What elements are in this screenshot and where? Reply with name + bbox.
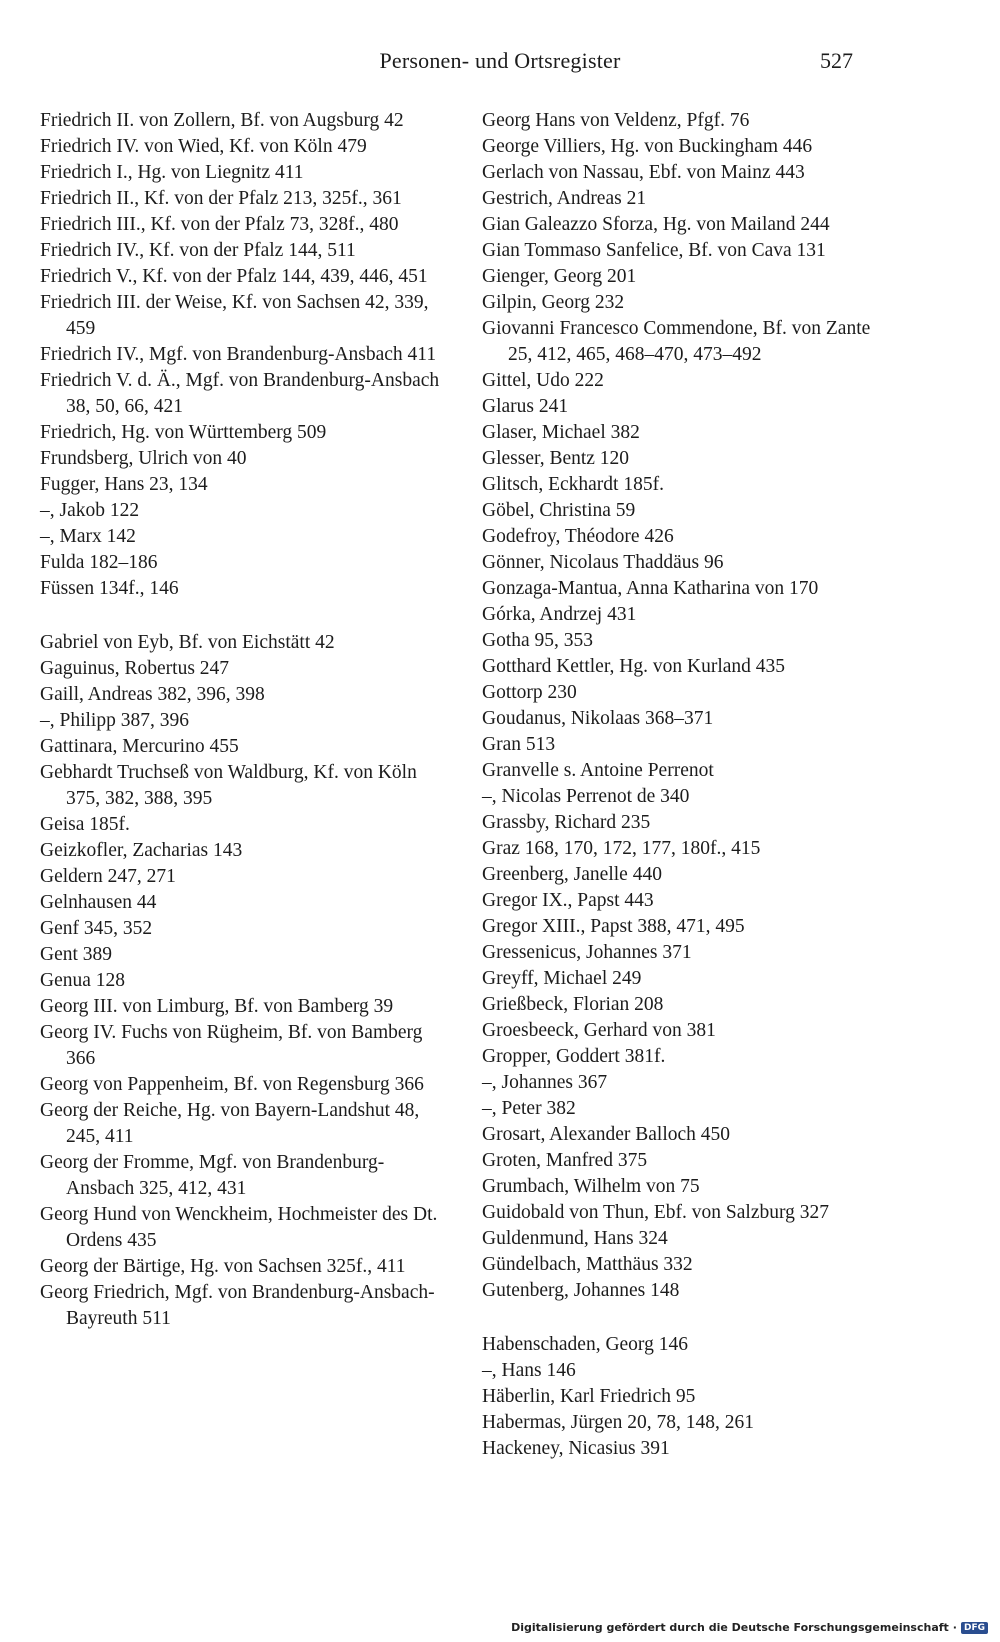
index-entry: Greyff, Michael 249 <box>482 968 642 989</box>
index-entry: Frundsberg, Ulrich von 40 <box>40 448 247 469</box>
index-entry: Georg Hans von Veldenz, Pfgf. 76 <box>482 110 750 131</box>
index-entry: Habenschaden, Georg 146 <box>482 1334 688 1355</box>
index-entry: Füssen 134f., 146 <box>40 578 179 599</box>
index-entry: Friedrich, Hg. von Württemberg 509 <box>40 422 327 443</box>
index-entry: Häberlin, Karl Friedrich 95 <box>482 1386 696 1407</box>
index-entry: Glesser, Bentz 120 <box>482 448 630 469</box>
index-entry: Gregor IX., Papst 443 <box>482 890 654 911</box>
index-entry: Friedrich IV. von Wied, Kf. von Köln 479 <box>40 136 367 157</box>
page-number: 527 <box>820 48 853 73</box>
index-entry: Georg der Reiche, Hg. von Bayern-Landshut 48, 245, 411 <box>40 1100 420 1147</box>
index-entry: Geisa 185f. <box>40 814 130 835</box>
index-entry: Friedrich II., Kf. von der Pfalz 213, 325f., 361 <box>40 188 402 209</box>
index-entry: Graz 168, 170, 172, 177, 180f., 415 <box>482 838 761 859</box>
index-entry: Gran 513 <box>482 734 556 755</box>
index-entry: Gaguinus, Robertus 247 <box>40 658 230 679</box>
dfg-logo: DFG <box>961 1622 988 1634</box>
index-entry: Górka, Andrzej 431 <box>482 604 637 625</box>
index-entry: Granvelle s. Antoine Perrenot <box>482 760 714 781</box>
index-entry: Gienger, Georg 201 <box>482 266 637 287</box>
index-entry: Habermas, Jürgen 20, 78, 148, 261 <box>482 1412 755 1433</box>
index-entry: Fulda 182–186 <box>40 552 158 573</box>
index-entry: Greenberg, Janelle 440 <box>482 864 662 885</box>
index-entry: Godefroy, Théodore 426 <box>482 526 674 547</box>
index-entry: Friedrich I., Hg. von Liegnitz 411 <box>40 162 304 183</box>
credit-text: Digitalisierung gefördert durch die Deutsche Forschungsgemeinschaft <box>511 1621 949 1634</box>
index-entry: Grießbeck, Florian 208 <box>482 994 664 1015</box>
index-entry: Friedrich III. der Weise, Kf. von Sachsen 42, 339, 459 <box>40 292 429 339</box>
index-entry: Gottorp 230 <box>482 682 577 703</box>
index-entry: Gutenberg, Johannes 148 <box>482 1280 680 1301</box>
section-gap <box>40 602 450 630</box>
section-gap <box>482 1304 892 1332</box>
index-entry: Friedrich III., Kf. von der Pfalz 73, 328f., 480 <box>40 214 399 235</box>
index-entry: Georg der Bärtige, Hg. von Sachsen 325f., 411 <box>40 1256 406 1277</box>
index-entry: Glarus 241 <box>482 396 569 417</box>
index-entry: –, Jakob 122 <box>40 500 140 521</box>
index-entry: Genua 128 <box>40 970 126 991</box>
index-entry: –, Johannes 367 <box>482 1072 608 1093</box>
index-entry: Grassby, Richard 235 <box>482 812 651 833</box>
index-entry: Gian Tommaso Sanfelice, Bf. von Cava 131 <box>482 240 826 261</box>
index-entry: Fugger, Hans 23, 134 <box>40 474 208 495</box>
index-entry: Gönner, Nicolaus Thaddäus 96 <box>482 552 724 573</box>
index-entry: Friedrich IV., Mgf. von Brandenburg-Ansbach 411 <box>40 344 437 365</box>
index-entry: –, Marx 142 <box>40 526 136 547</box>
index-entry: Georg IV. Fuchs von Rügheim, Bf. von Bamberg 366 <box>40 1022 423 1069</box>
index-entry: Geizkofler, Zacharias 143 <box>40 840 243 861</box>
index-entry: Göbel, Christina 59 <box>482 500 636 521</box>
index-entry: Gattinara, Mercurino 455 <box>40 736 239 757</box>
index-entry: –, Nicolas Perrenot de 340 <box>482 786 690 807</box>
index-entry: George Villiers, Hg. von Buckingham 446 <box>482 136 813 157</box>
index-entry: Gropper, Goddert 381f. <box>482 1046 666 1067</box>
index-entry: Gabriel von Eyb, Bf. von Eichstätt 42 <box>40 632 335 653</box>
index-entry: Georg III. von Limburg, Bf. von Bamberg 39 <box>40 996 394 1017</box>
index-entry: Gestrich, Andreas 21 <box>482 188 647 209</box>
index-entry: Gittel, Udo 222 <box>482 370 604 391</box>
index-entry: Gebhardt Truchseß von Waldburg, Kf. von Köln 375, 382, 388, 395 <box>40 762 417 809</box>
index-entry: –, Philipp 387, 396 <box>40 710 189 731</box>
index-entry: Georg Hund von Wenckheim, Hochmeister des Dt. Ordens 435 <box>40 1204 438 1251</box>
index-entry: Groten, Manfred 375 <box>482 1150 648 1171</box>
index-entry: Gian Galeazzo Sforza, Hg. von Mailand 244 <box>482 214 830 235</box>
index-entry: –, Peter 382 <box>482 1098 576 1119</box>
index-entry: Grosart, Alexander Balloch 450 <box>482 1124 731 1145</box>
index-entry: Friedrich V., Kf. von der Pfalz 144, 439, 446, 451 <box>40 266 428 287</box>
digitization-credit: Digitalisierung gefördert durch die Deutsche Forschungsgemeinschaft · DFG <box>511 1621 988 1634</box>
index-entry: Georg von Pappenheim, Bf. von Regensburg 366 <box>40 1074 424 1095</box>
index-entry: Geldern 247, 271 <box>40 866 176 887</box>
index-entry: Gelnhausen 44 <box>40 892 157 913</box>
index-entry: Gotthard Kettler, Hg. von Kurland 435 <box>482 656 786 677</box>
index-entry: Hackeney, Nicasius 391 <box>482 1438 670 1459</box>
index-entry: Gotha 95, 353 <box>482 630 594 651</box>
running-header-title: Personen- und Ortsregister <box>379 48 621 73</box>
index-entry: Giovanni Francesco Commendone, Bf. von Zante 25, 412, 465, 468–470, 473–492 <box>482 318 871 365</box>
index-entry: Gilpin, Georg 232 <box>482 292 625 313</box>
index-entry: Gregor XIII., Papst 388, 471, 495 <box>482 916 745 937</box>
index-entry: –, Hans 146 <box>482 1360 576 1381</box>
index-entry: Guldenmund, Hans 324 <box>482 1228 668 1249</box>
index-entry: Friedrich V. d. Ä., Mgf. von Brandenburg-Ansbach 38, 50, 66, 421 <box>40 370 440 417</box>
index-entry: Gaill, Andreas 382, 396, 398 <box>40 684 265 705</box>
index-entry: Grumbach, Wilhelm von 75 <box>482 1176 700 1197</box>
index-entry: Georg Friedrich, Mgf. von Brandenburg-Ansbach-Bayreuth 511 <box>40 1282 435 1329</box>
index-entry: Friedrich II. von Zollern, Bf. von Augsburg 42 <box>40 110 404 131</box>
index-entry: Guidobald von Thun, Ebf. von Salzburg 327 <box>482 1202 830 1223</box>
index-entry: Glitsch, Eckhardt 185f. <box>482 474 664 495</box>
index-entry: Friedrich IV., Kf. von der Pfalz 144, 511 <box>40 240 356 261</box>
index-entry: Glaser, Michael 382 <box>482 422 640 443</box>
index-entry: Gonzaga-Mantua, Anna Katharina von 170 <box>482 578 819 599</box>
index-entry: Goudanus, Nikolaas 368–371 <box>482 708 714 729</box>
index-entry: Georg der Fromme, Mgf. von Brandenburg-Ansbach 325, 412, 431 <box>40 1152 385 1199</box>
index-entry: Gent 389 <box>40 944 113 965</box>
index-column-left <box>40 108 450 1332</box>
index-entry: Groesbeeck, Gerhard von 381 <box>482 1020 716 1041</box>
index-entry: Gressenicus, Johannes 371 <box>482 942 692 963</box>
index-entry: Gerlach von Nassau, Ebf. von Mainz 443 <box>482 162 805 183</box>
index-entry: Genf 345, 352 <box>40 918 153 939</box>
index-column-right <box>482 108 892 1462</box>
index-entry: Gündelbach, Matthäus 332 <box>482 1254 693 1275</box>
